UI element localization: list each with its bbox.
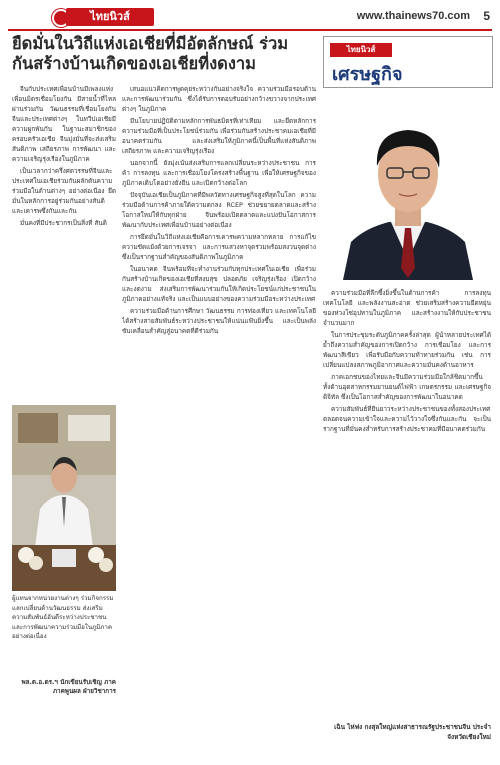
site-url: www.thainews70.com [356, 10, 470, 22]
page-number: 5 [483, 9, 490, 23]
paragraph: นอกจากนี้ ยังมุ่งเน้นส่งเสริมการแลกเปลี่ยนระหว่างประชาชน การค้า การลงทุน และการเชื่อมโยงโครงสร้างพื้นฐาน เพื่อให้เศรษฐกิจของภูมิภาคเติบโตอย่างยั่งยืน และเปิดกว้างต่อโลก [122, 159, 316, 187]
header-rule [8, 29, 492, 31]
article-column-1 [12, 84, 116, 404]
section-box [323, 36, 493, 88]
paragraph: มีนโยบายปฏิบัติตามหลักการพันธมิตรที่เท่าเทียม และยึดหลักการความร่วมมือที่เป็นประโยชน์ร่วมกัน เพื่อร่วมกันสร้างประชาคมเอเชียที่มีอนาคตร่วมกัน และส่งเสริมให้ภูมิภาคนี้เป็นพื้นที่แห่งสันติภาพ เสถียรภาพ และความเจริญรุ่งเรือง [122, 117, 316, 155]
paragraph: ภาคเอกชนของไทยและจีนมีความร่วมมือใกล้ชิดมากขึ้น ทั้งด้านอุตสาหกรรมยานยนต์ไฟฟ้า เกษตรกรรม และเศรษฐกิจดิจิทัล ซึ่งเป็นโอกาสสำคัญของการพัฒนาในอนาคต [323, 373, 491, 401]
headline: ยืดมั่นในวิถีแห่งเอเชียที่มีอัตลักษณ์ ร่วมกันสร้างบ้านเกิดของเอเชียที่งดงาม [12, 34, 289, 73]
author-portrait [325, 92, 491, 280]
paragraph: จีนกับประเทศเพื่อนบ้านมีเพลงแห่งเพื่อนมิตรเชื่อมโยงกัน มีสายน้ำที่ไหลผ่านร่วมกัน วัฒนธรรมที่เชื่อมโยงกัน จีนและประเทศต่างๆ ในทวีปเอเชียมีความผูกพันกัน ในฐานะสมาชิกของครอบครัวเอเชีย จีนมุ่งมั่นที่จะส่งเสริมสันติภาพ เสถียรภาพ การพัฒนา และความเจริญรุ่งเรืองในภูมิภาค [12, 85, 116, 163]
photo-credit: พล.ต.อ.ดร.ฯ นักเขียนรับเชิญ ภาค ภาคพูนผล ฝ่ายวิชาการ [21, 679, 116, 695]
event-photo [12, 405, 116, 591]
paragraph: ปัจจุบันเอเชียเป็นภูมิภาคที่มีพลวัตทางเศรษฐกิจสูงที่สุดในโลก ความร่วมมือด้านการค้าภายใต้ความตกลง RCEP ช่วยขยายตลาดและสร้างโอกาสใหม่ให้กับทุกฝ่าย จีนพร้อมเปิดตลาดและแบ่งปันโอกาสการพัฒนากับประเทศเพื่อนบ้านอย่างต่อเนื่อง [122, 191, 316, 229]
author-signature: เฉิน ไห่ฟง กงสุลใหญ่แห่งสาธารณรัฐประชาชนจีน ประจำจังหวัดเชียงใหม่ [334, 723, 491, 741]
paragraph: ในอนาคต จีนพร้อมที่จะทำงานร่วมกับทุกประเทศในเอเชีย เพื่อร่วมกันสร้างบ้านเกิดของเอเชียที่สงบสุข ปลอดภัย เจริญรุ่งเรือง เปิดกว้าง และงดงาม ส่งเสริมการพัฒนาร่วมกันให้เกิดประโยชน์แก่ประชาชนในภูมิภาคอย่างแท้จริง และเป็นแบบอย่างของความร่วมมือระหว่างประเทศ [122, 265, 316, 303]
page-header [8, 6, 492, 28]
paragraph: เป็นเวลากว่าครึ่งศตวรรษที่จีนและประเทศในเอเชียร่วมกันผลักดันความร่วมมือในด้านต่างๆ อย่างต่อเนื่อง ยึดมั่นในหลักการอยู่ร่วมกันอย่างสันติ และเคารพซึ่งกันและกัน [12, 167, 116, 215]
paragraph: การยึดมั่นในวิถีแห่งเอเชียคือการเคารพความหลากหลาย การแก้ไขความขัดแย้งด้วยการเจรจา และการแสวงหาจุดร่วมพร้อมสงวนจุดต่าง ซึ่งเป็นรากฐานสำคัญของสันติภาพในภูมิภาค [122, 233, 316, 261]
paragraph: ความสัมพันธ์ที่ยืนยาวระหว่างประชาชนของทั้งสองประเทศ ตลอดจนความเข้าใจและความไว้วางใจซึ่งกันและกัน จะเป็นรากฐานที่มั่นคงสำหรับการสร้างประชาคมที่มีอนาคตร่วมกัน [323, 405, 491, 433]
photo-caption: ผู้แทนจากหน่วยงานต่างๆ ร่วมกิจกรรมแลกเปลี่ยนด้านวัฒนธรรม ส่งเสริมความสัมพันธ์อันดีระหว่างประชาชน และการพัฒนาความร่วมมือในภูมิภาคอย่างต่อเนื่อง [12, 595, 114, 640]
paragraph: ความร่วมมือที่ลึกซึ้งยิ่งขึ้นในด้านการค้า การลงทุน เทคโนโลยี และพลังงานสะอาด ช่วยเสริมสร้างความยืดหยุ่นของห่วงโซ่อุปทานในภูมิภาค และสร้างงานให้กับประชาชนจำนวนมาก [323, 289, 491, 327]
article-column-3 [323, 288, 491, 718]
event-photo-illustration [12, 405, 116, 591]
article-column-2 [122, 84, 316, 706]
masthead: ไทยนิวส์ [66, 8, 154, 26]
portrait-illustration [325, 92, 491, 280]
paragraph: ในการประชุมระดับภูมิภาคครั้งล่าสุด ผู้นำหลายประเทศได้ย้ำถึงความสำคัญของการเปิดกว้าง การเชื่อมโยง และการพัฒนาสีเขียว เพื่อรับมือกับความท้าทายร่วมกัน เช่น การเปลี่ยนแปลงสภาพภูมิอากาศและความมั่นคงด้านอาหาร [323, 331, 491, 369]
paragraph: เสนอแนวคิดการพูดคุยระหว่างกันอย่างจริงใจ ความร่วมมือรอบด้าน และการพัฒนาร่วมกัน ซึ่งได้รับการตอบรับอย่างกว้างขวางจากประเทศต่างๆ ในภูมิภาค [122, 85, 316, 113]
paragraph: มั่นคงที่มีประชากรเป็นสิ่งที่ สันติ [20, 219, 107, 227]
paragraph: ความร่วมมือด้านการศึกษา วัฒนธรรม การท่องเที่ยว และเทคโนโลยี ได้สร้างสายสัมพันธ์ระหว่างประชาชนให้แน่นแฟ้นยิ่งขึ้น และเป็นพลังขับเคลื่อนสำคัญสู่อนาคตที่ดีร่วมกัน [122, 307, 316, 335]
section-title: เศรษฐกิจ [332, 64, 403, 84]
section-logo: ไทยนิวส์ [330, 43, 392, 57]
